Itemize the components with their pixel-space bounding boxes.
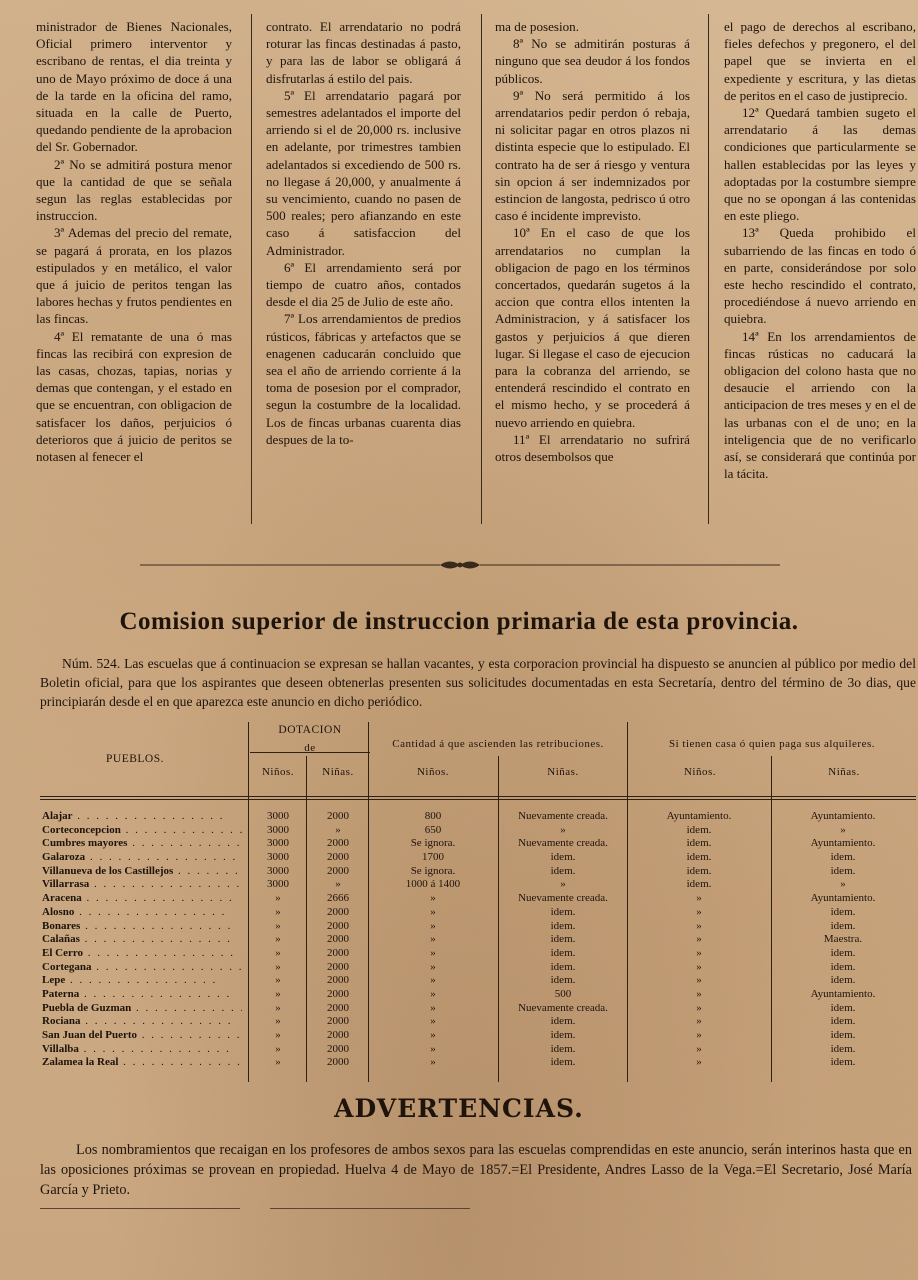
alquiler-ninas-cell: Ayuntamiento. bbox=[810, 987, 876, 1000]
alquiler-ninos-cell: » bbox=[696, 974, 702, 987]
retribucion-ninas-cell: Nuevamente creada. bbox=[518, 810, 608, 822]
pueblo-cell: Lepe . . . bbox=[42, 974, 242, 988]
ornament-divider bbox=[140, 556, 780, 574]
table-row bbox=[0, 906, 918, 920]
dotacion-ninas-cell: 2000 bbox=[327, 919, 349, 932]
dotacion-ninas-cell: 2000 bbox=[327, 837, 349, 850]
dotacion-ninos-cell: » bbox=[275, 1015, 281, 1028]
table-rule bbox=[40, 799, 916, 800]
retribucion-ninos-cell: » bbox=[430, 905, 436, 918]
intro-paragraph: Núm. 524. Las escuelas que á continuacion se expresan se hallan vacantes, y esta corporacion provincial ha dispuesto se anuncien al público por medio del Boletin oficial, para que los aspirantes que deseen obtenerlas presenten sus solicitudes documentadas en esta Secretaría, dentro del término de 3o dias, que principiarán desde el en que aparezca este anuncio en dicho periódico. bbox=[40, 656, 916, 709]
retribucion-ninas-cell: idem. bbox=[550, 933, 576, 946]
paragraph: 11ª El arrendatario no sufrirá otros desembolsos que bbox=[495, 431, 690, 465]
retribucion-ninas-cell: idem. bbox=[550, 851, 576, 864]
retribucion-ninas-cell: idem. bbox=[550, 919, 576, 932]
table-row bbox=[0, 824, 918, 838]
header-alquileres: Si tienen casa ó quien paga sus alquileres. bbox=[668, 738, 875, 750]
dotacion-ninos-cell: 3000 bbox=[267, 810, 289, 822]
table-row bbox=[0, 865, 918, 879]
retribucion-ninas-cell: idem. bbox=[550, 960, 576, 973]
pueblo-cell: Cumbres mayores . . . bbox=[42, 837, 242, 851]
pueblo-cell: Rociana . . . bbox=[42, 1015, 242, 1029]
alquiler-ninas-cell: idem. bbox=[830, 1029, 856, 1041]
paragraph: contrato. El arrendatario no podrá roturar las fincas destinadas á pasto, y para las de labor se obligará á disfrutarlas á estilo del pais. bbox=[266, 19, 461, 86]
pueblo-cell: Villanueva de los Castillejos . . . bbox=[42, 865, 242, 879]
column-3 bbox=[495, 18, 690, 518]
retribucion-ninas-cell: » bbox=[560, 878, 566, 891]
retribucion-ninos-cell: 650 bbox=[424, 823, 442, 836]
alquiler-ninos-cell: » bbox=[696, 919, 702, 932]
retribucion-ninos-cell: » bbox=[430, 933, 436, 946]
retribucion-ninos-cell: » bbox=[430, 946, 436, 959]
header-dotacion: DOTACION bbox=[278, 724, 342, 736]
alquiler-ninas-cell: idem. bbox=[830, 946, 856, 959]
alquiler-ninos-cell: » bbox=[696, 1001, 702, 1014]
alquiler-ninos-cell: » bbox=[696, 892, 702, 905]
header-ninos: Niños. bbox=[416, 766, 450, 778]
alquiler-ninos-cell: » bbox=[696, 1029, 702, 1041]
pueblo-cell: Cortegana . . . bbox=[42, 961, 242, 975]
pueblo-cell: Aracena . . . bbox=[42, 892, 242, 906]
alquiler-ninas-cell: idem. bbox=[830, 960, 856, 973]
paragraph: 14ª En los arrendamientos de fincas rústicas no caducará la obligacion del colono hasta que no desaucie el arriendo con la anticipacion de tres meses y en el de las urbanas con el de uno; en la inteligencia que de no verificarlo así, se considerará que continúa por la tácita. bbox=[724, 328, 916, 482]
header-ninas: Niñas. bbox=[322, 766, 354, 778]
pueblo-cell: Zalamea la Real . . . bbox=[42, 1056, 242, 1070]
table-row bbox=[0, 974, 918, 988]
retribucion-ninas-cell: Nuevamente creada. bbox=[518, 892, 608, 905]
paragraph: 4ª El rematante de una ó mas fincas las recibirá con expresion de las casas, chozas, tapias, norias y demas que contengan, y el estado en que se encuentran, con obligacion de satisfacer los daños, perjuicios ó deterioros que á juicio de peritos se notasen al fenecer el bbox=[36, 328, 232, 465]
alquiler-ninas-cell: Ayuntamiento. bbox=[810, 892, 876, 905]
retribucion-ninas-cell: idem. bbox=[550, 946, 576, 959]
paragraph: el pago de derechos al escribano, fieles defechos y pregonero, el del papel que se invierta en el expediente y escritura, y las dietas de peritos en el caso de justiprecio. bbox=[724, 19, 916, 103]
table-row bbox=[0, 878, 918, 892]
dotacion-ninas-cell: 2000 bbox=[327, 905, 349, 918]
header-dotacion-de: de bbox=[304, 742, 316, 754]
alquiler-ninas-cell: Ayuntamiento. bbox=[810, 810, 876, 822]
retribucion-ninos-cell: » bbox=[430, 1056, 436, 1069]
retribucion-ninos-cell: Se ignora. bbox=[410, 864, 456, 877]
retribucion-ninos-cell: » bbox=[430, 919, 436, 932]
alquiler-ninos-cell: idem. bbox=[686, 864, 712, 877]
paragraph: 3ª Ademas del precio del remate, se pagará á prorata, en los plazos estipulados y en metálico, el valor que á juicio de peritos tengan las labores hechas y frutos pendientes en las fincas. bbox=[36, 225, 232, 327]
alquiler-ninas-cell: idem. bbox=[830, 1001, 856, 1014]
retribucion-ninos-cell: 1000 á 1400 bbox=[405, 878, 461, 891]
retribucion-ninas-cell: idem. bbox=[550, 864, 576, 877]
alquiler-ninos-cell: idem. bbox=[686, 878, 712, 891]
pueblo-cell: Galaroza . . . bbox=[42, 851, 242, 865]
dotacion-ninos-cell: » bbox=[275, 960, 281, 973]
alquiler-ninos-cell: » bbox=[696, 1056, 702, 1069]
alquiler-ninos-cell: » bbox=[696, 933, 702, 946]
table-row bbox=[0, 933, 918, 947]
alquiler-ninos-cell: idem. bbox=[686, 851, 712, 864]
table-body bbox=[0, 810, 918, 1070]
paragraph: 12ª Quedará tambien sugeto el arrendatario á las demas condiciones que particularmente se hallen establecidas por las leyes y adoptadas por la costumbre siempre que no se opongan á las contenidas en este pliego. bbox=[724, 105, 916, 224]
alquiler-ninas-cell: idem. bbox=[830, 905, 856, 918]
column-1 bbox=[36, 18, 232, 518]
alquiler-ninas-cell: » bbox=[840, 878, 846, 891]
dotacion-ninas-cell: 2000 bbox=[327, 960, 349, 973]
column-rule bbox=[708, 14, 709, 524]
retribucion-ninos-cell: » bbox=[430, 960, 436, 973]
dotacion-ninos-cell: 3000 bbox=[267, 864, 289, 877]
dotacion-ninas-cell: 2000 bbox=[327, 1056, 349, 1069]
pueblo-cell: Alosno . . . bbox=[42, 906, 242, 920]
alquiler-ninas-cell: idem. bbox=[830, 864, 856, 877]
paragraph: 6ª El arrendamiento será por tiempo de cuatro años, contados desde el dia 25 de Julio de este año. bbox=[266, 259, 461, 310]
alquiler-ninos-cell: » bbox=[696, 946, 702, 959]
table-row bbox=[0, 988, 918, 1002]
pueblo-cell: Alajar . . . bbox=[42, 810, 242, 824]
dotacion-ninos-cell: 3000 bbox=[267, 837, 289, 850]
column-4 bbox=[724, 18, 916, 518]
retribucion-ninas-cell: » bbox=[560, 823, 566, 836]
paragraph: 2ª No se admitirá postura menor que la cantidad de que se señala segun las reglas establecidas por instruccion. bbox=[36, 156, 232, 224]
table-row bbox=[0, 892, 918, 906]
alquiler-ninos-cell: Ayuntamiento. bbox=[666, 810, 732, 822]
header-ninas: Niñas. bbox=[828, 766, 860, 778]
retribucion-ninos-cell: » bbox=[430, 892, 436, 905]
table-row bbox=[0, 947, 918, 961]
alquiler-ninos-cell: » bbox=[696, 960, 702, 973]
pueblo-cell: Paterna . . . bbox=[42, 988, 242, 1002]
paragraph: 5ª El arrendatario pagará por semestres adelantados el importe del arriendo si el de 20,000 rs. inclusive en adelante, por trimestres tambien adelantados si excediendo de 500 rs. no llegase á 20,000, y anualmente á su vencimiento, cuando no pasen de 500 reales; pero afianzando en este caso á satisfaccion del Administrador. bbox=[266, 87, 461, 258]
text-columns bbox=[36, 18, 916, 518]
dotacion-ninas-cell: » bbox=[335, 823, 341, 836]
retribucion-ninas-cell: idem. bbox=[550, 1015, 576, 1028]
dotacion-ninas-cell: 2000 bbox=[327, 1042, 349, 1055]
dotacion-ninas-cell: 2000 bbox=[327, 864, 349, 877]
table-rule bbox=[40, 796, 916, 797]
dotacion-ninas-cell: 2000 bbox=[327, 1015, 349, 1028]
alquiler-ninas-cell: Ayuntamiento. bbox=[810, 837, 876, 850]
pueblo-cell: Calañas . . . bbox=[42, 933, 242, 947]
retribucion-ninos-cell: » bbox=[430, 1029, 436, 1041]
dotacion-ninos-cell: » bbox=[275, 905, 281, 918]
paragraph: 10ª En el caso de que los arrendatarios no cumplan la obligacion de pago en los términos concertados, quedarán sugetos á la accion que contra ellos intenten la Administracion, y á satisfacer los gastos y perjuicios á que dieren lugar. Si llegase el caso de ejecucion para la cobranza del arriendo, se entenderá rescindido el contrato en el mismo hecho, y se procederá á nuevo arriendo en quiebra. bbox=[495, 225, 690, 430]
alquiler-ninos-cell: » bbox=[696, 1015, 702, 1028]
alquiler-ninas-cell: idem. bbox=[830, 1042, 856, 1055]
footer-rule bbox=[270, 1208, 470, 1209]
paragraph: 8ª No se admitirán posturas á ninguno que sea deudor á los fondos públicos. bbox=[495, 36, 690, 86]
pueblo-cell: Puebla de Guzman . . . bbox=[42, 1002, 242, 1016]
dotacion-ninas-cell: 2000 bbox=[327, 851, 349, 864]
alquiler-ninas-cell: idem. bbox=[830, 974, 856, 987]
pueblo-cell: Villalba . . . bbox=[42, 1043, 242, 1057]
dotacion-ninas-cell: 2000 bbox=[327, 1001, 349, 1014]
column-2 bbox=[266, 18, 461, 518]
alquiler-ninas-cell: Maestra. bbox=[823, 933, 863, 946]
advertencias-text: Los nombramientos que recaigan en los profesores de ambos sexos para las escuelas comprendidas en este anuncio, serán interinos hasta que en las oposiciones próximas se provean en propiedad. Huelva 4 de Mayo de 1857.=El Presidente, Andres Lasso de la Vega.=El Secretario, José María García y Prieto. bbox=[40, 1142, 912, 1198]
header-ninas: Niñas. bbox=[547, 766, 579, 778]
table-row bbox=[0, 1029, 918, 1043]
retribucion-ninos-cell: » bbox=[430, 1042, 436, 1055]
retribucion-ninas-cell: idem. bbox=[550, 1042, 576, 1055]
alquiler-ninas-cell: idem. bbox=[830, 1056, 856, 1069]
table-row bbox=[0, 1015, 918, 1029]
paragraph: ministrador de Bienes Nacionales, Oficial primero interventor y escribano de rentas, el dia treinta y uno de Mayo próximo de doce á una de la tarde en la oficina del ramo, situada en la calle de Puerto, quedando pendiente de la aprobacion del Sr. Gobernador. bbox=[36, 19, 232, 155]
pueblo-cell: Bonares . . . bbox=[42, 920, 242, 934]
retribucion-ninas-cell: idem. bbox=[550, 1056, 576, 1069]
table-row bbox=[0, 961, 918, 975]
retribucion-ninas-cell: idem. bbox=[550, 974, 576, 987]
table-row bbox=[0, 1043, 918, 1057]
retribucion-ninos-cell: 1700 bbox=[422, 851, 444, 864]
dotacion-ninos-cell: » bbox=[275, 1029, 281, 1041]
dotacion-ninos-cell: » bbox=[275, 1042, 281, 1055]
retribucion-ninos-cell: Se ignora. bbox=[410, 837, 456, 850]
table-row bbox=[0, 1002, 918, 1016]
dotacion-ninas-cell: 2666 bbox=[327, 892, 349, 905]
retribucion-ninas-cell: Nuevamente creada. bbox=[518, 1001, 608, 1014]
alquiler-ninos-cell: » bbox=[696, 905, 702, 918]
paragraph: 13ª Queda prohibido el subarriendo de las fincas en todo ó en parte, considerándose por solo este hecho rescindido el contrato, procediéndose á nuevo arriendo en quiebra. bbox=[724, 225, 916, 327]
dotacion-ninos-cell: » bbox=[275, 946, 281, 959]
dotacion-ninos-cell: 3000 bbox=[267, 823, 289, 836]
dotacion-ninos-cell: » bbox=[275, 892, 281, 905]
section-title: Comision superior de instruccion primaria de esta provincia. bbox=[119, 608, 799, 635]
dotacion-ninas-cell: 2000 bbox=[327, 1029, 349, 1041]
dotacion-ninos-cell: » bbox=[275, 933, 281, 946]
alquiler-ninas-cell: » bbox=[840, 823, 846, 836]
schools-table bbox=[0, 716, 918, 1086]
dotacion-ninos-cell: 3000 bbox=[267, 878, 289, 891]
column-rule bbox=[251, 14, 252, 524]
dotacion-ninos-cell: 3000 bbox=[267, 851, 289, 864]
header-pueblos: PUEBLOS. bbox=[106, 753, 164, 765]
retribucion-ninos-cell: » bbox=[430, 1001, 436, 1014]
alquiler-ninos-cell: » bbox=[696, 987, 702, 1000]
dotacion-ninos-cell: » bbox=[275, 974, 281, 987]
dotacion-ninas-cell: » bbox=[335, 878, 341, 891]
retribucion-ninos-cell: » bbox=[430, 974, 436, 987]
alquiler-ninos-cell: » bbox=[696, 1042, 702, 1055]
header-retribuciones: Cantidad á que ascienden las retribuciones. bbox=[392, 738, 604, 750]
dotacion-ninas-cell: 2000 bbox=[327, 974, 349, 987]
retribucion-ninas-cell: idem. bbox=[550, 905, 576, 918]
dotacion-ninas-cell: 2000 bbox=[327, 946, 349, 959]
footer-rule bbox=[40, 1208, 240, 1209]
alquiler-ninos-cell: idem. bbox=[686, 823, 712, 836]
table-row bbox=[0, 851, 918, 865]
pueblo-cell: Corteconcepcion . . . bbox=[42, 824, 242, 838]
alquiler-ninas-cell: idem. bbox=[830, 851, 856, 864]
retribucion-ninas-cell: 500 bbox=[554, 987, 572, 1000]
pueblo-cell: Villarrasa . . . bbox=[42, 878, 242, 892]
table-row bbox=[0, 1056, 918, 1070]
column-rule bbox=[481, 14, 482, 524]
alquiler-ninas-cell: idem. bbox=[830, 919, 856, 932]
dotacion-ninos-cell: » bbox=[275, 1056, 281, 1069]
dotacion-ninos-cell: » bbox=[275, 919, 281, 932]
retribucion-ninos-cell: » bbox=[430, 1015, 436, 1028]
pueblo-cell: San Juan del Puerto . . . bbox=[42, 1029, 242, 1043]
dotacion-ninas-cell: 2000 bbox=[327, 810, 349, 822]
retribucion-ninas-cell: Nuevamente creada. bbox=[518, 837, 608, 850]
paragraph: 7ª Los arrendamientos de predios rústicos, fábricas y artefactos que se enagenen caducarán concluido que sea el año de arriendo corriente á la toma de posesion por el comprador, segun la costumbre de la localidad. Los de fincas urbanas cuarenta dias despues de la to- bbox=[266, 311, 461, 447]
dotacion-ninos-cell: » bbox=[275, 987, 281, 1000]
advertencias-title: ADVERTENCIAS. bbox=[334, 1094, 584, 1123]
retribucion-ninos-cell: 800 bbox=[424, 810, 442, 822]
paragraph: ma de posesion. bbox=[495, 19, 580, 34]
dotacion-ninas-cell: 2000 bbox=[327, 987, 349, 1000]
header-ninos: Niños. bbox=[683, 766, 717, 778]
dotacion-ninas-cell: 2000 bbox=[327, 933, 349, 946]
table-row bbox=[0, 837, 918, 851]
retribucion-ninas-cell: idem. bbox=[550, 1029, 576, 1041]
retribucion-ninos-cell: » bbox=[430, 987, 436, 1000]
alquiler-ninos-cell: idem. bbox=[686, 837, 712, 850]
paragraph: 9ª No será permitido á los arrendatarios pedir perdon ó rebaja, ni solicitar pagar en otros plazos ni distinta especie que lo estipulado. El contrato ha de ser á riesgo y ventura sin opcion á ser indemnizados por estincion de langosta, pedrisco ú otro caso é incidente imprevisto. bbox=[495, 87, 690, 224]
table-row bbox=[0, 920, 918, 934]
dotacion-ninos-cell: » bbox=[275, 1001, 281, 1014]
table-row bbox=[0, 810, 918, 824]
header-ninos: Niños. bbox=[261, 766, 295, 778]
pueblo-cell: El Cerro . . . bbox=[42, 947, 242, 961]
alquiler-ninas-cell: idem. bbox=[830, 1015, 856, 1028]
